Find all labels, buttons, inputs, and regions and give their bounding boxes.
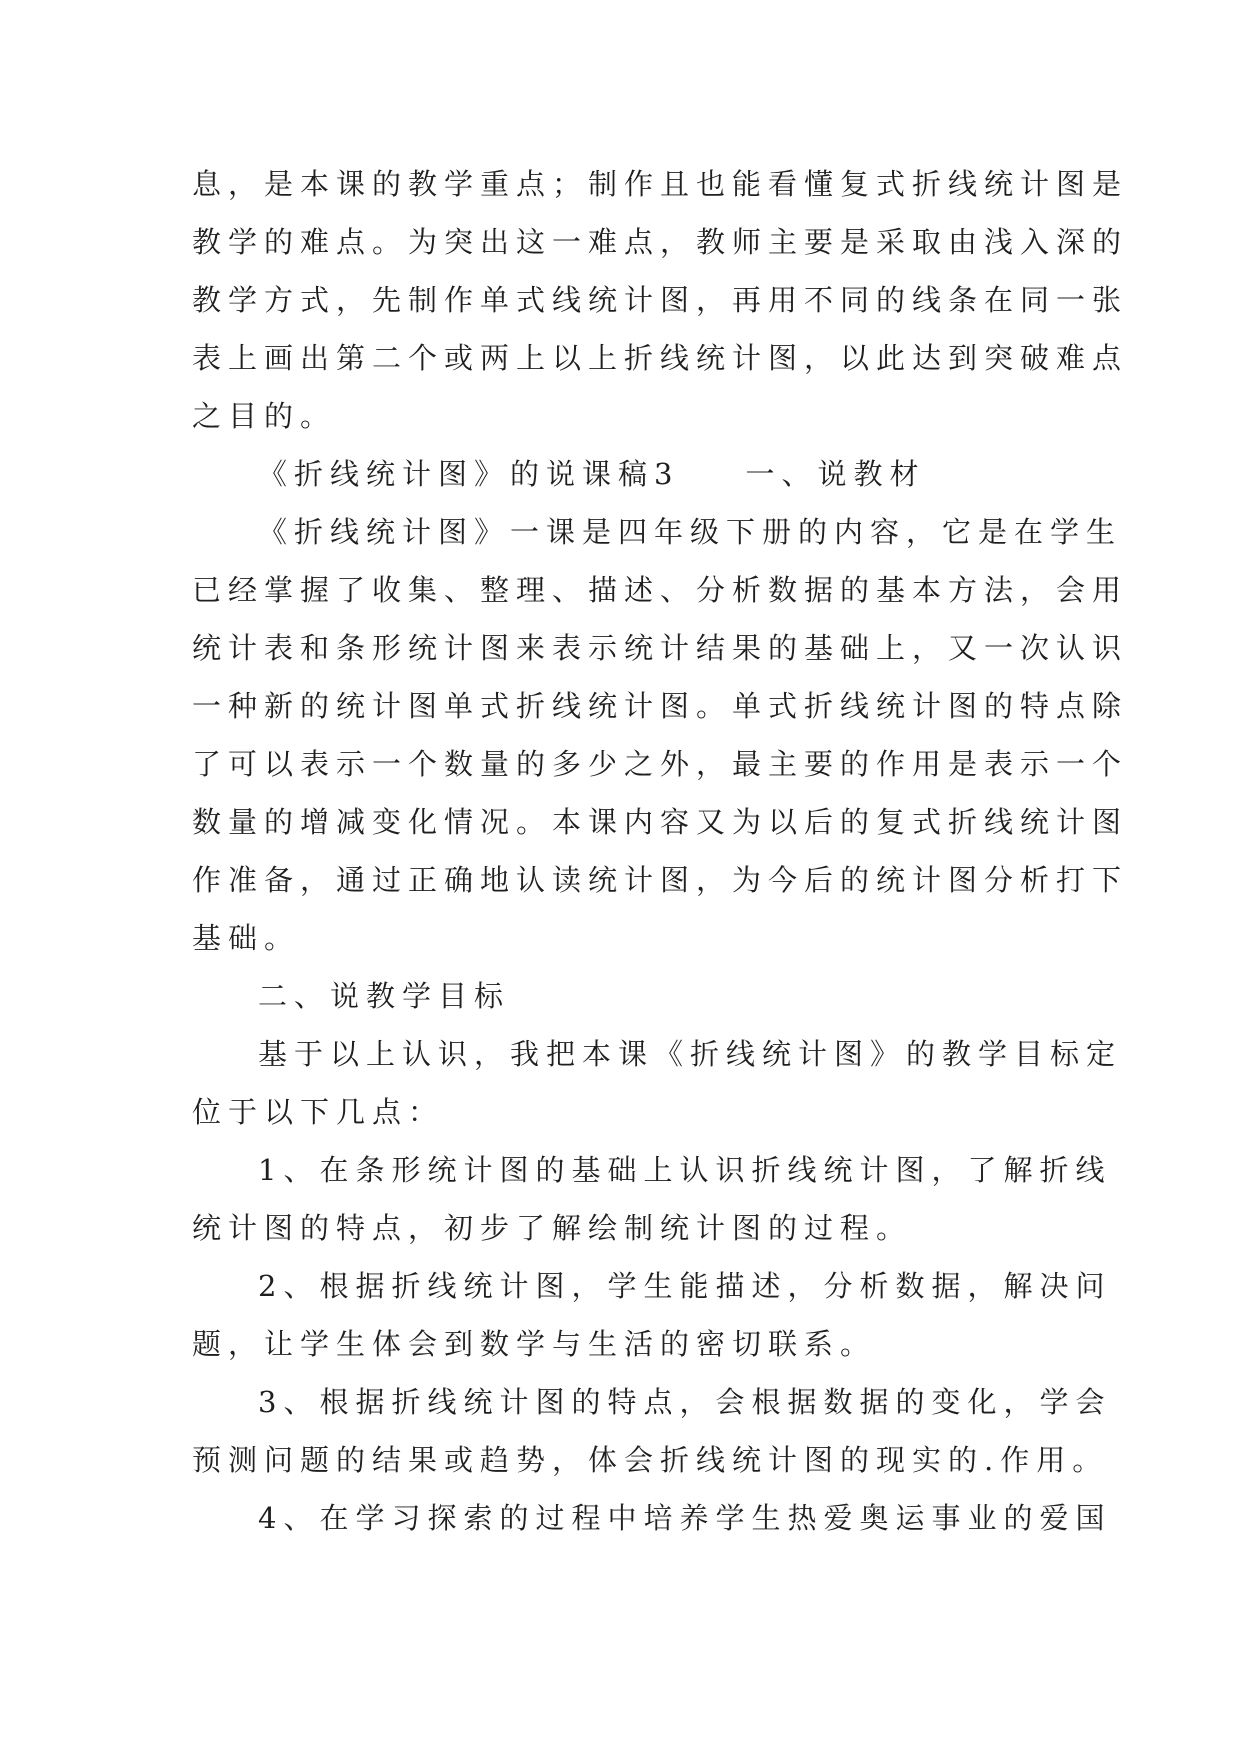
paragraph-line: 表上画出第二个或两上以上折线统计图，以此达到突破难点 (192, 341, 1129, 375)
paragraph-line: 基础。 (192, 921, 301, 955)
list-item-line: 题，让学生体会到数学与生活的密切联系。 (192, 1327, 877, 1361)
paragraph-line: 息，是本课的教学重点；制作且也能看懂复式折线统计图是 (192, 167, 1129, 201)
paragraph-line: 基于以上认识，我把本课《折线统计图》的教学目标定 (258, 1037, 1123, 1071)
paragraph-line: 统计表和条形统计图来表示统计结果的基础上，又一次认识 (192, 631, 1129, 665)
paragraph-line: 教学的难点。为突出这一难点，教师主要是采取由浅入深的 (192, 225, 1129, 259)
section-heading-line (258, 454, 1138, 494)
paragraph-line: 一种新的统计图单式折线统计图。单式折线统计图的特点除 (192, 689, 1129, 723)
paragraph-line: 位于以下几点： (192, 1095, 445, 1129)
list-item-line: 4、在学习探索的过程中培养学生热爱奥运事业的爱国 (258, 1501, 1112, 1535)
list-item-line: 统计图的特点，初步了解绘制统计图的过程。 (192, 1211, 913, 1245)
lecture-title: 《折线统计图》的说课稿3 (258, 457, 680, 491)
list-item-line: 预测问题的结果或趋势，体会折线统计图的现实的.作用。 (192, 1443, 1109, 1477)
paragraph-line: 《折线统计图》一课是四年级下册的内容，它是在学生 (258, 515, 1123, 549)
list-item-line: 3、根据折线统计图的特点，会根据数据的变化，学会 (258, 1385, 1112, 1419)
paragraph-line: 之目的。 (192, 399, 337, 433)
list-item-line: 2、根据折线统计图，学生能描述，分析数据，解决问 (258, 1269, 1112, 1303)
paragraph-line: 教学方式，先制作单式线统计图，再用不同的线条在同一张 (192, 283, 1129, 317)
paragraph-line: 已经掌握了收集、整理、描述、分析数据的基本方法，会用 (192, 573, 1129, 607)
paragraph-line: 作准备，通过正确地认读统计图，为今后的统计图分析打下 (192, 863, 1129, 897)
paragraph-line: 了可以表示一个数量的多少之外，最主要的作用是表示一个 (192, 747, 1129, 781)
list-item-line: 1、在条形统计图的基础上认识折线统计图，了解折线 (258, 1153, 1112, 1187)
section-heading: 一、说教材 (745, 457, 926, 491)
section-heading: 二、说教学目标 (258, 979, 511, 1013)
paragraph-line: 数量的增减变化情况。本课内容又为以后的复式折线统计图 (192, 805, 1129, 839)
